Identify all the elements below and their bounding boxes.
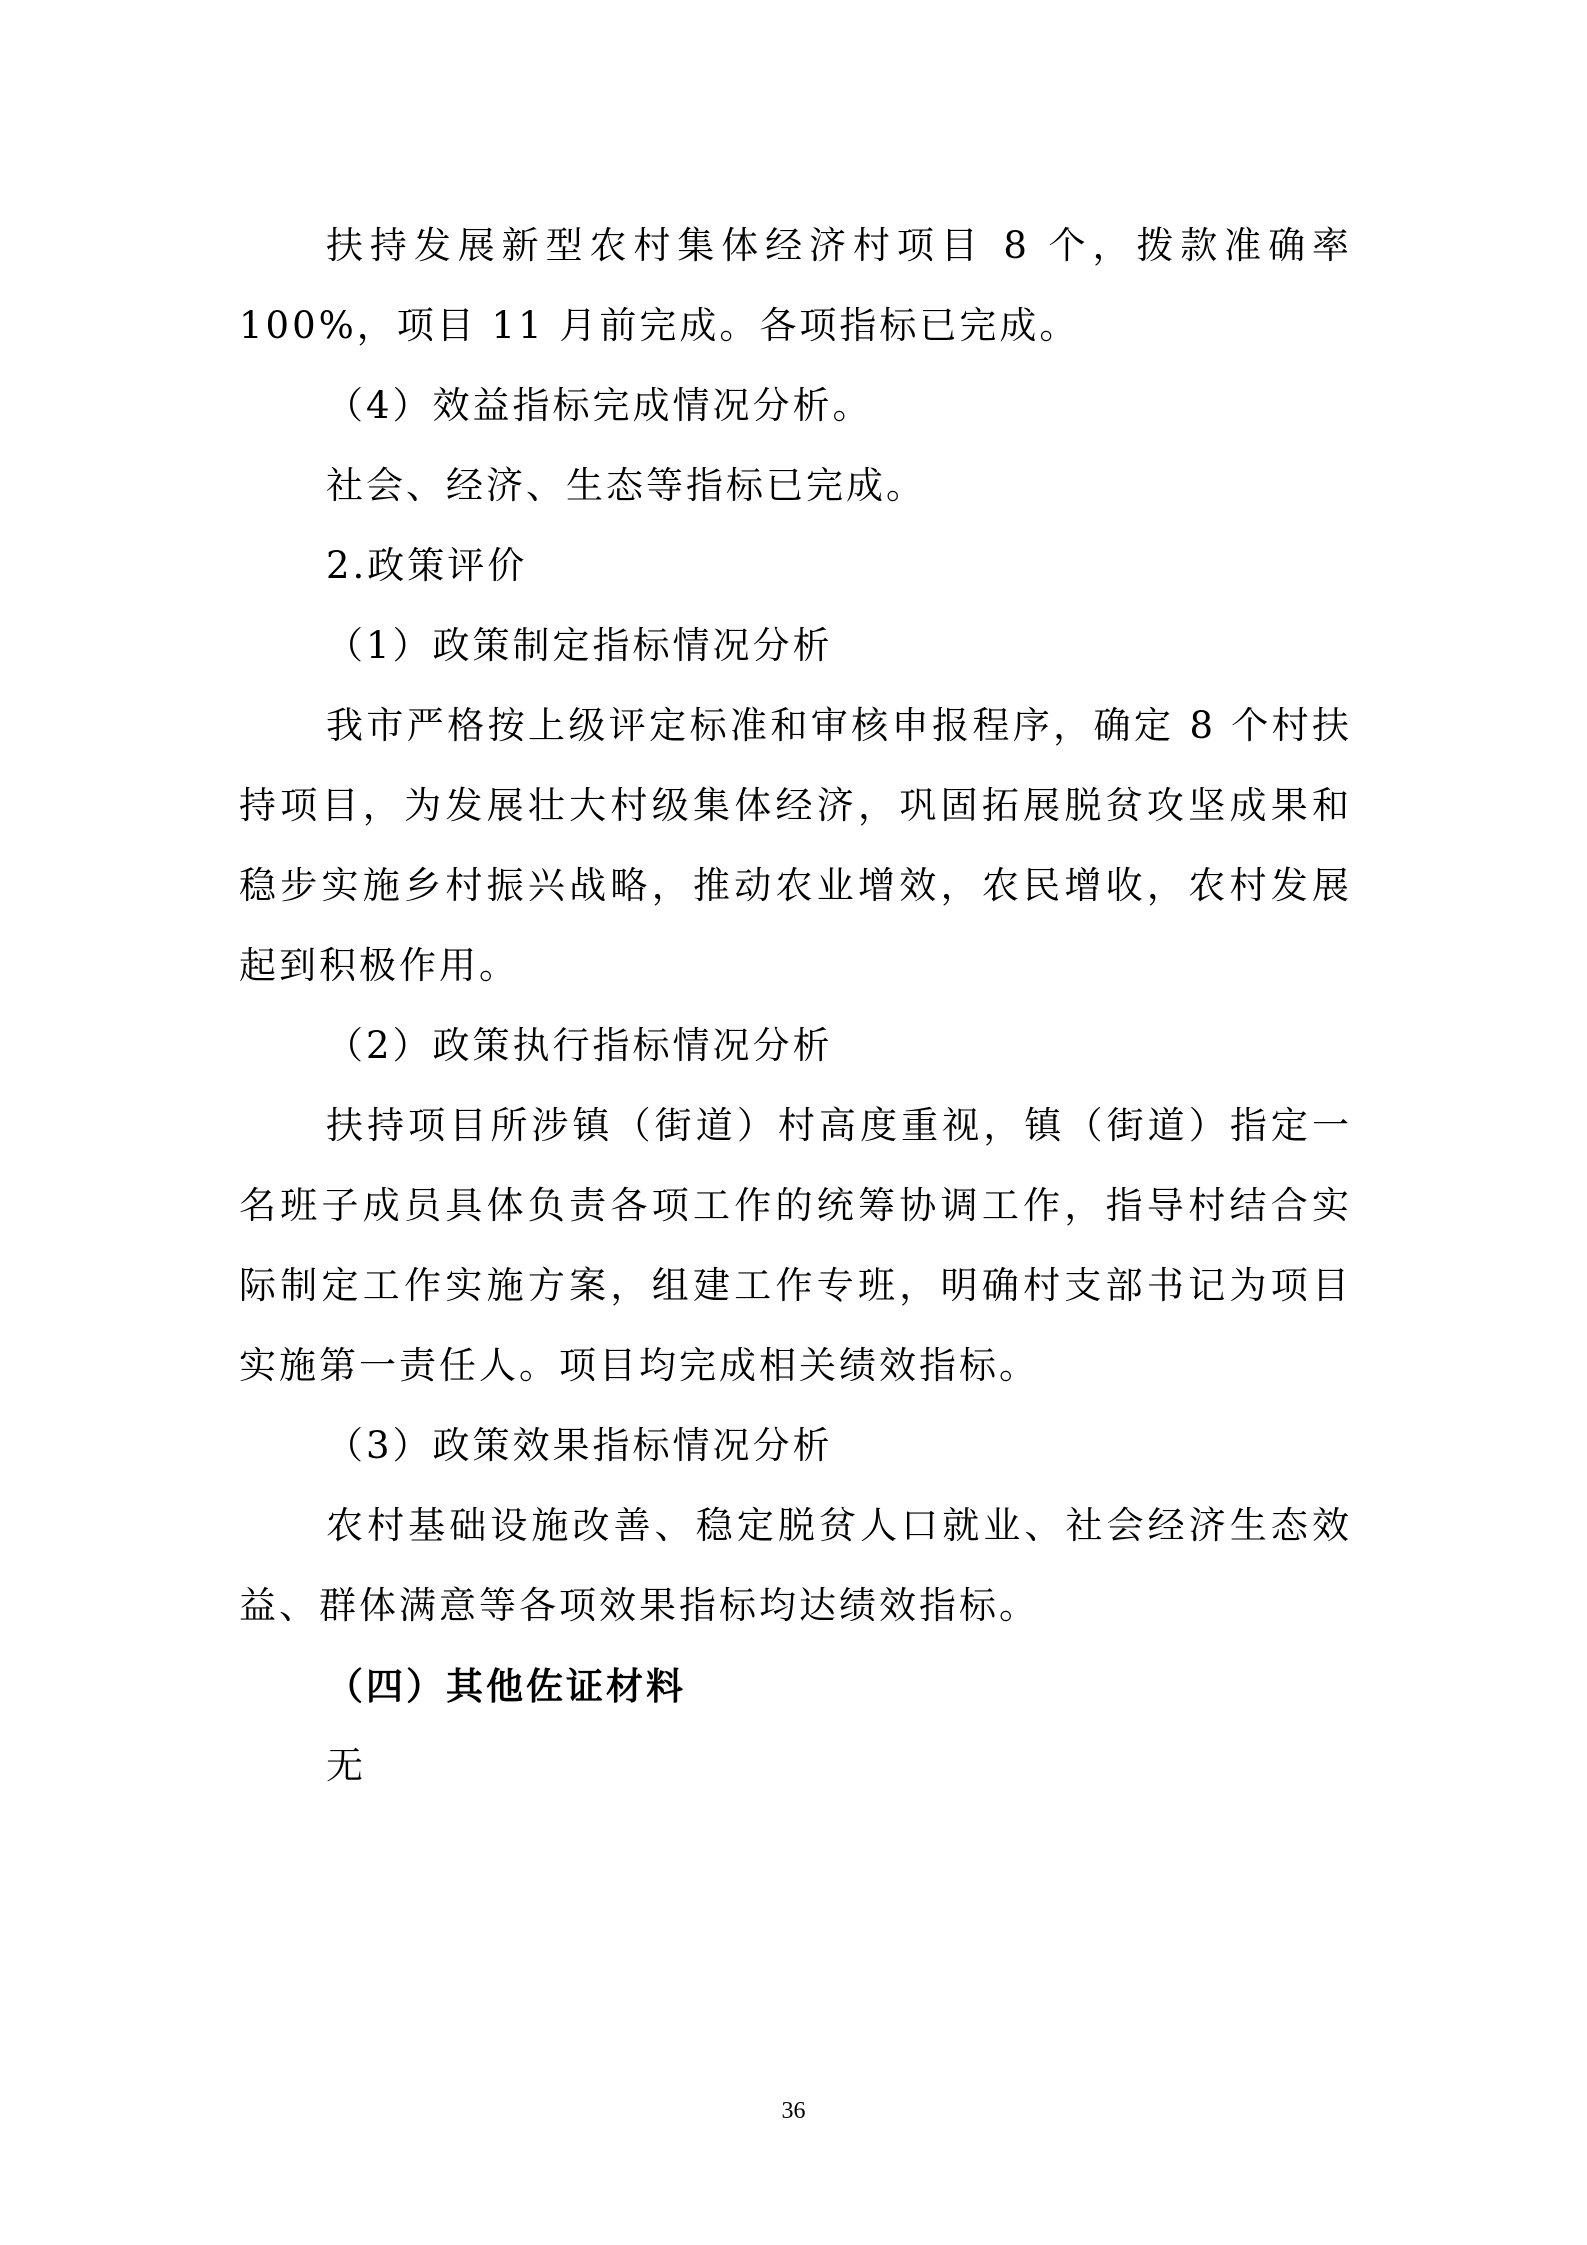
paragraph-benefit-summary: 社会、经济、生态等指标已完成。 [326, 464, 926, 507]
heading-policy-execution: （2）政策执行指标情况分析 [326, 1024, 833, 1067]
document-body [239, 206, 1352, 1806]
heading-benefit-indicators: （4）效益指标完成情况分析。 [326, 384, 873, 427]
heading-other-materials: （四）其他佐证材料 [326, 1664, 686, 1708]
paragraph-project-summary: 扶持发展新型农村集体经济村项目 8 个，拨款准确率 100%，项目 11 月前完成。各项指标已完成。 [239, 224, 1352, 347]
paragraph-policy-effect: 农村基础设施改善、稳定脱贫人口就业、社会经济生态效益、群体满意等各项效果指标均达绩效指标。 [239, 1504, 1352, 1627]
page-number: 36 [781, 2098, 806, 2124]
paragraph-none: 无 [326, 1744, 366, 1787]
paragraph-policy-execution: 扶持项目所涉镇（街道）村高度重视，镇（街道）指定一名班子成员具体负责各项工作的统筹协调工作，指导村结合实际制定工作实施方案，组建工作专班，明确村支部书记为项目实施第一责任人。项目均完成相关绩效指标。 [239, 1104, 1352, 1387]
heading-policy-formulation: （1）政策制定指标情况分析 [326, 624, 833, 667]
paragraph-policy-formulation: 我市严格按上级评定标准和审核申报程序，确定 8 个村扶持项目，为发展壮大村级集体经济，巩固拓展脱贫攻坚成果和稳步实施乡村振兴战略，推动农业增效，农民增收，农村发展起到积极作用。 [239, 704, 1352, 987]
heading-policy-evaluation: 2.政策评价 [326, 544, 528, 587]
heading-policy-effect: （3）政策效果指标情况分析 [326, 1424, 833, 1467]
